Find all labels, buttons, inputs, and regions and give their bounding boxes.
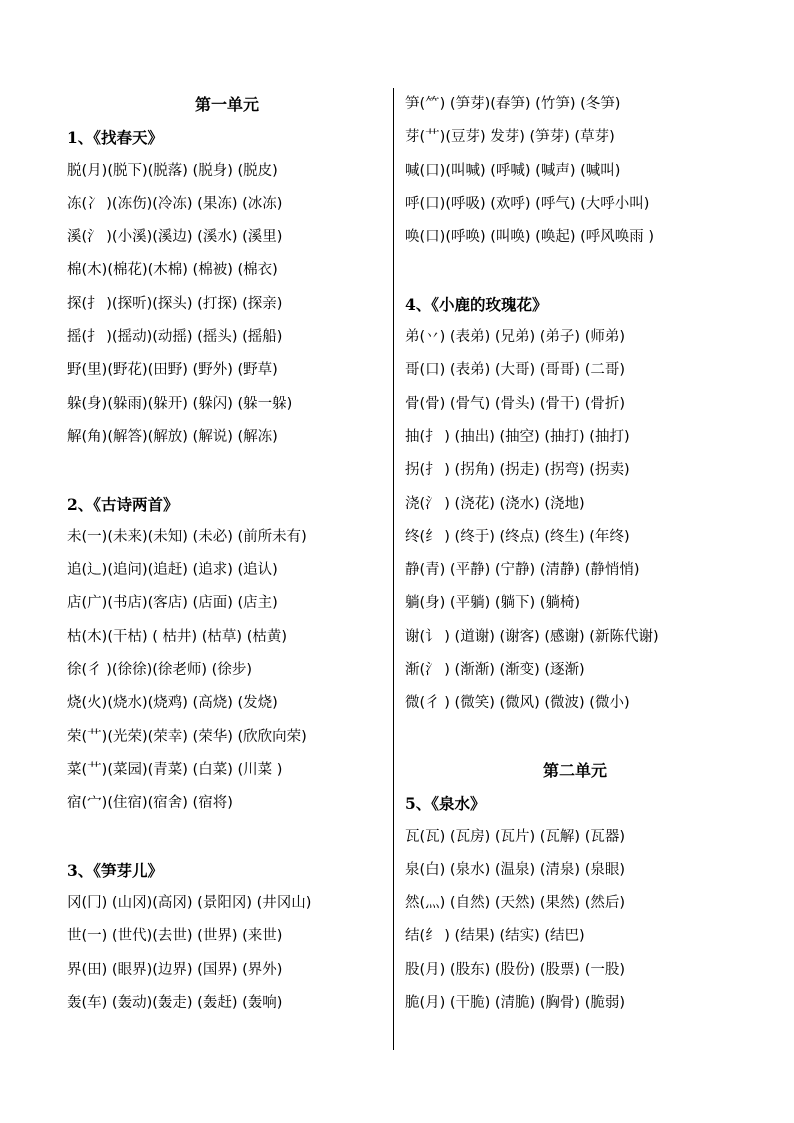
vocab-row: 枯(木)(干枯) ( 枯井) (枯草) (枯黄) (67, 628, 288, 645)
unit-title: 第一单元 (194, 95, 259, 114)
vocab-row: 抽(扌 ) (抽出) (抽空) (抽打) (抽打) (405, 428, 630, 445)
blank-line (405, 254, 745, 287)
vocab-row: 解(角)(解答)(解放) (解说) (解冻) (67, 428, 278, 445)
vocab-row: 棉(木)(棉花)(木棉) (棉被) (棉衣) (67, 262, 278, 279)
vocab-row: 未(一)(未来)(未知) (未必) (前所未有) (67, 528, 307, 545)
vocab-row: 哥(口) (表弟) (大哥) (哥哥) (二哥) (405, 362, 626, 379)
lesson-heading: 2、《古诗两首》 (67, 494, 179, 514)
vocab-row: 探(扌 )(探听)(探头) (打探) (探亲) (67, 295, 283, 312)
vocab-row: 脱(月)(脱下)(脱落) (脱身) (脱皮) (67, 162, 278, 179)
vocab-row: 股(月) (股东) (股份) (股票) (一股) (405, 961, 626, 978)
right-column (405, 88, 745, 1020)
vocab-row: 荣(艹)(光荣)(荣幸) (荣华) (欣欣向荣) (67, 728, 307, 745)
vocab-row: 界(田) (眼界)(边界) (国界) (界外) (67, 961, 283, 978)
vocab-row: 野(里)(野花)(田野) (野外) (野草) (67, 362, 278, 379)
lesson-heading: 5、《泉水》 (405, 794, 486, 814)
vocab-row: 结(纟 ) (结果) (结实) (结巴) (405, 928, 585, 945)
unit-title: 第二单元 (542, 760, 607, 780)
vocab-row: 微(彳 ) (微笑) (微风) (微波) (微小) (405, 695, 630, 712)
vocab-row: 渐(氵 ) (渐渐) (渐变) (逐渐) (405, 662, 585, 679)
vocab-row: 瓦(瓦) (瓦房) (瓦片) (瓦解) (瓦器) (405, 828, 626, 845)
vocab-row: 呼(口)(呼吸) (欢呼) (呼气) (大呼小叫) (405, 195, 650, 212)
vocab-row: 轰(车) (轰动)(轰走) (轰赶) (轰响) (67, 995, 283, 1012)
vocab-row: 弟(丷) (表弟) (兄弟) (弟子) (师弟) (405, 329, 626, 346)
vocab-row: 拐(扌 ) (拐角) (拐走) (拐弯) (拐卖) (405, 462, 630, 479)
vocab-row: 然(灬) (自然) (天然) (果然) (然后) (405, 895, 626, 912)
column-divider (393, 88, 394, 1050)
vocab-row: 脆(月) (干脆) (清脆) (胸骨) (脆弱) (405, 995, 626, 1012)
vocab-row: 烧(火)(烧水)(烧鸡) (高烧) (发烧) (67, 695, 278, 712)
vocab-row: 徐(彳 )(徐徐)(徐老师) (徐步) (67, 662, 252, 679)
vocab-row: 喊(口)(叫喊) (呼喊) (喊声) (喊叫) (405, 162, 621, 179)
vocab-row: 冻(冫 )(冻伤)(冷冻) (果冻) (冰冻) (67, 195, 283, 212)
vocab-row: 追(辶)(追问)(追赶) (追求) (追认) (67, 562, 278, 579)
vocab-row: 唤(口)(呼唤) (叫唤) (唤起) (呼风唤雨 ) (405, 229, 655, 246)
vocab-row: 骨(骨) (骨气) (骨头) (骨干) (骨折) (405, 395, 626, 412)
lesson-heading: 3、《笋芽儿》 (67, 860, 164, 880)
vocab-row: 泉(白) (泉水) (温泉) (清泉) (泉眼) (405, 861, 626, 878)
vocab-row: 宿(宀)(住宿)(宿舍) (宿将) (67, 795, 233, 812)
vocab-row: 芽(艹)(豆芽) 发芽) (笋芽) (草芽) (405, 129, 615, 146)
vocab-row: 笋(⺮) (笋芽)(春笋) (竹笋) (冬笋) (405, 96, 621, 112)
vocab-row: 躺(身) (平躺) (躺下) (躺椅) (405, 595, 581, 612)
vocab-row: 躲(身)(躲雨)(躲开) (躲闪) (躲一躲) (67, 395, 293, 412)
vocab-row: 摇(扌 )(摇动)(动摇) (摇头) (摇船) (67, 329, 283, 346)
blank-line (405, 721, 745, 754)
lesson-heading: 1、《找春天》 (67, 128, 164, 148)
blank-line (67, 821, 387, 854)
vocab-row: 店(广)(书店)(客店) (店面) (店主) (67, 595, 278, 612)
vocab-row: 溪(氵 )(小溪)(溪边) (溪水) (溪里) (67, 229, 283, 246)
vocab-row: 静(青) (平静) (宁静) (清静) (静悄悄) (405, 562, 640, 579)
vocab-row: 冈(冂) (山冈)(高冈) (景阳冈) (井冈山) (67, 895, 312, 912)
lesson-heading: 4、《小鹿的玫瑰花》 (405, 294, 548, 314)
left-column (67, 88, 387, 1020)
vocab-row: 谢(讠 ) (道谢) (谢客) (感谢) (新陈代谢) (405, 628, 659, 645)
blank-line (67, 454, 387, 487)
vocab-row: 菜(艹)(菜园)(青菜) (白菜) (川菜 ) (67, 761, 283, 778)
vocab-row: 世(一) (世代)(去世) (世界) (来世) (67, 928, 283, 945)
vocab-row: 终(纟 ) (终于) (终点) (终生) (年终) (405, 528, 630, 545)
vocab-row: 浇(氵 ) (浇花) (浇水) (浇地) (405, 495, 585, 512)
